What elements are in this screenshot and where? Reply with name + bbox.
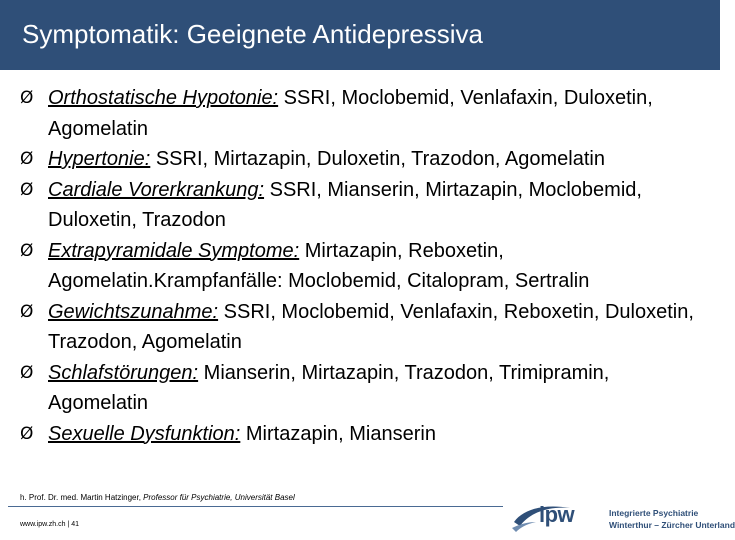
bullet-heading: Sexuelle Dysfunktion: <box>48 422 241 445</box>
bullet-item <box>20 419 710 450</box>
footer-credit <box>20 492 295 504</box>
footer-credit-name: h. Prof. Dr. med. Martin Hatzinger, <box>20 493 144 502</box>
footer-site-page: www.ipw.zh.ch | 41 <box>20 521 80 528</box>
title-bar <box>0 0 720 70</box>
logo-tagline-2: Winterthur – Zürcher Unterland <box>609 520 735 530</box>
bullet-text: Mianserin, Mirtazapin, Trazodon, Trimipramin, Agomelatin <box>48 361 610 414</box>
bullet-text: Mirtazapin, Mianserin <box>240 422 436 445</box>
arrow-bullet-icon: Ø <box>20 362 34 383</box>
bullet-item <box>20 175 710 236</box>
bullet-item <box>20 297 710 358</box>
arrow-bullet-icon: Ø <box>20 88 34 108</box>
footer-credit-role: Professor für Psychiatrie, Universität Basel <box>143 493 295 502</box>
bullet-heading: Orthostatische Hypotonie: <box>48 87 279 109</box>
ipw-logo <box>510 500 735 536</box>
slide-title: Symptomatik: Geeignete Antidepressiva <box>22 19 484 49</box>
arrow-bullet-icon: Ø <box>20 179 34 200</box>
bullet-text: SSRI, Moclobemid, Venlafaxin, Reboxetin, Duloxetin, Trazodon, Agomelatin <box>48 300 694 353</box>
logo-wordmark: ipw <box>539 502 575 527</box>
bullet-item <box>20 83 710 144</box>
bullet-item <box>20 236 710 297</box>
bullet-heading: Hypertonie: <box>48 148 151 170</box>
bullet-text: Mirtazapin, Reboxetin, Agomelatin.Krampfanfälle: Moclobemid, Citalopram, Sertralin <box>48 239 590 292</box>
bullet-heading: Cardiale Vorerkrankung: <box>48 178 265 201</box>
bullet-item <box>20 358 710 419</box>
arrow-bullet-icon: Ø <box>20 423 34 444</box>
bullet-text: SSRI, Mirtazapin, Duloxetin, Trazodon, Agomelatin <box>150 148 605 170</box>
bullet-list <box>20 83 710 449</box>
bullet-heading: Extrapyramidale Symptome: <box>48 239 300 262</box>
footer-divider <box>8 506 503 507</box>
bullet-heading: Gewichtszunahme: <box>48 300 219 323</box>
bullet-heading: Schlafstörungen: <box>48 361 199 384</box>
arrow-bullet-icon: Ø <box>20 240 34 261</box>
bullet-text: SSRI, Moclobemid, Venlafaxin, Duloxetin, Agomelatin <box>48 87 653 140</box>
bullet-text: SSRI, Mianserin, Mirtazapin, Moclobemid, Duloxetin, Trazodon <box>48 178 642 231</box>
logo-tagline-1: Integrierte Psychiatrie <box>609 508 699 518</box>
bullet-item <box>20 144 710 175</box>
arrow-bullet-icon: Ø <box>20 301 34 322</box>
arrow-bullet-icon: Ø <box>20 149 34 169</box>
